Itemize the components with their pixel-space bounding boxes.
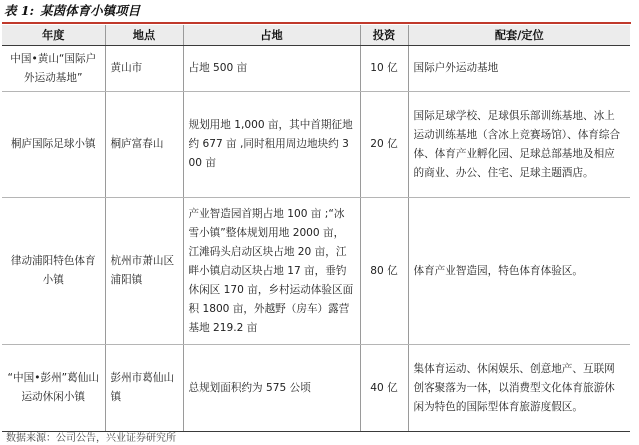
cell-location: 桐庐富春山	[105, 92, 183, 198]
header-location: 地点	[105, 25, 183, 46]
cell-area: 占地 500 亩	[183, 46, 360, 92]
cell-investment: 40 亿	[360, 345, 408, 432]
cell-location: 彭州市葛仙山镇	[105, 345, 183, 432]
header-positioning: 配套/定位	[408, 25, 630, 46]
data-source-note: 数据来源：公司公告，兴业证券研究所	[6, 433, 176, 444]
cell-location: 杭州市萧山区浦阳镇	[105, 198, 183, 345]
cell-year: 中国•黄山“国际户外运动基地”	[2, 46, 105, 92]
cell-location: 黄山市	[105, 46, 183, 92]
table-row	[2, 198, 630, 345]
table-title: 某茵体育小镇项目	[40, 3, 141, 18]
cell-investment: 20 亿	[360, 92, 408, 198]
cell-area: 总规划面积约为 575 公顷	[183, 345, 360, 432]
table-row	[2, 345, 630, 432]
cell-positioning: 体育产业智造园，特色体育体验区。	[408, 198, 630, 345]
cell-year: 律动浦阳特色体育小镇	[2, 198, 105, 345]
cell-year: “中国•彭州”葛仙山运动休闲小镇	[2, 345, 105, 432]
table-row	[2, 92, 630, 198]
project-table	[2, 25, 630, 432]
cell-investment: 80 亿	[360, 198, 408, 345]
cell-positioning: 集体育运动、休闲娱乐、创意地产、互联网创客聚落为一体，以消费型文化体育旅游休闲为特色的国际型体育旅游度假区。	[408, 345, 630, 432]
header-investment: 投资	[360, 25, 408, 46]
table-number: 表 1:	[4, 3, 35, 18]
cell-investment: 10 亿	[360, 46, 408, 92]
cell-year: 桐庐国际足球小镇	[2, 92, 105, 198]
cell-area: 产业智造园首期占地 100 亩 ;“冰雪小镇”整体规划用地 2000 亩，江滩码头启动区块占地 20 亩，江畔小镇启动区块占地 17 亩，垂钓休闲区 170 亩，乡村运动体验区面积 1800 亩，外越野（房车）露营基地 219.2 亩	[183, 198, 360, 345]
table-row	[2, 46, 630, 92]
cell-positioning: 国际足球学校、足球俱乐部训练基地、冰上运动训练基地（含冰上竞赛场馆）、体育综合体、体育产业孵化园、足球总部基地及相应的商业、办公、住宅、足球主题酒店。	[408, 92, 630, 198]
table-caption	[4, 2, 140, 20]
cell-area: 规划用地 1,000 亩，其中首期征地约 677 亩 ,同时租用周边地块约 300 亩	[183, 92, 360, 198]
header-row	[2, 25, 630, 46]
header-area: 占地	[183, 25, 360, 46]
cell-positioning: 国际户外运动基地	[408, 46, 630, 92]
title-rule	[2, 22, 631, 24]
header-year: 年度	[2, 25, 105, 46]
